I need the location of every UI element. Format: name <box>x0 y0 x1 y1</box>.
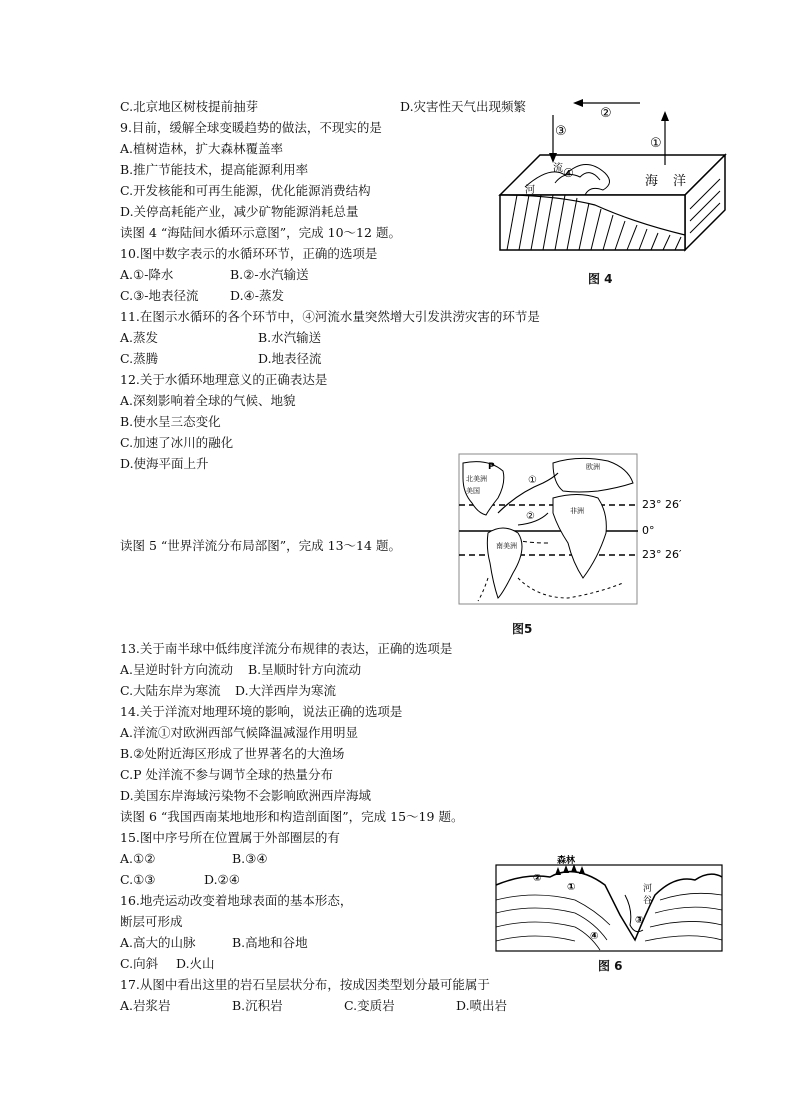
q14-option-a: A.洋流①对欧洲西部气候降温减湿作用明显 <box>120 725 359 740</box>
label-1: ① <box>650 136 662 151</box>
label-valley-1: 河 <box>643 884 653 894</box>
q12-stem: 12.关于水循环地理意义的正确表达是 <box>120 372 328 387</box>
q16-option-a: A.高大的山脉 <box>120 935 196 950</box>
q17-stem: 17.从图中看出这里的岩石呈层状分布，按成因类型划分最可能属于 <box>120 977 490 992</box>
q10-option-d: D.④-蒸发 <box>230 288 284 303</box>
q14-option-d: D.美国东岸海域污染物不会影响欧洲西岸海域 <box>120 788 372 803</box>
label-2: ② <box>533 873 542 884</box>
q16-option-c: C.向斜 <box>120 956 159 971</box>
q17-option-c: C.变质岩 <box>344 998 395 1013</box>
label-3: ③ <box>555 124 567 139</box>
instruction-fig4: 读图 4 “海陆间水循环示意图”，完成 10～12 题。 <box>120 225 401 240</box>
q9-option-a: A.植树造林，扩大森林覆盖率 <box>120 141 284 156</box>
q17-option-b: B.沉积岩 <box>232 998 283 1013</box>
label-1: ① <box>567 882 576 893</box>
arrow-2-head <box>573 99 583 107</box>
q9-option-b: B.推广节能技术，提高能源利用率 <box>120 162 309 177</box>
instruction-fig5: 读图 5 “世界洋流分布局部图”，完成 13～14 题。 <box>120 538 401 553</box>
q11-stem: 11.在图示水循环的各个环节中，④河流水量突然增大引发洪涝灾害的环节是 <box>120 309 540 324</box>
q9-stem: 9.目前，缓解全球变暖趋势的做法，不现实的是 <box>120 120 382 135</box>
label-europe: 欧洲 <box>586 463 600 471</box>
label-tropic-north: 23° 26′ <box>642 498 682 511</box>
label-p: P <box>488 462 495 472</box>
q12-option-b: B.使水呈三态变化 <box>120 414 221 429</box>
q12-option-a: A.深刻影响着全球的气候、地貌 <box>120 393 296 408</box>
q12-option-c: C.加速了冰川的融化 <box>120 435 234 450</box>
q16-stem-cont: 断层可形成 <box>120 914 183 929</box>
label-4: ④ <box>563 166 574 180</box>
q11-option-c: C.蒸腾 <box>120 351 159 366</box>
q14-option-b: B.②处附近海区形成了世界著名的大渔场 <box>120 746 345 761</box>
q13-option-c: C.大陆东岸为寒流 <box>120 683 221 698</box>
q9-option-d: D.关停高耗能产业，减少矿物能源消耗总量 <box>120 204 359 219</box>
q16-option-b: B.高地和谷地 <box>232 935 308 950</box>
arrow-1-head <box>661 111 669 121</box>
q13-option-a: A.呈逆时针方向流动 <box>120 662 234 677</box>
q10-option-b: B.②-水汽输送 <box>230 267 309 282</box>
figure-6-terrain-section <box>495 855 725 953</box>
label-north-america: 北美洲 <box>466 475 487 483</box>
figure-4-water-cycle <box>495 95 735 265</box>
q16-stem: 16.地壳运动改变着地球表面的基本形态， <box>120 893 353 908</box>
label-river-1: 河 <box>525 185 535 196</box>
instruction-fig6: 读图 6 “我国西南某地地形和构造剖面图”，完成 15～19 题。 <box>120 809 464 824</box>
label-valley-2: 谷 <box>643 896 653 906</box>
q10-stem: 10.图中数字表示的水循环环节，正确的选项是 <box>120 246 378 261</box>
q11-option-b: B.水汽输送 <box>258 330 322 345</box>
figure-6-caption: 图 6 <box>598 959 623 973</box>
q15-option-d: D.②④ <box>204 872 240 887</box>
label-equator: 0° <box>642 524 655 537</box>
q15-option-a: A.①② <box>120 851 156 866</box>
q15-option-c: C.①③ <box>120 872 156 887</box>
label-2: ② <box>526 511 535 522</box>
q17-option-d: D.喷出岩 <box>456 998 508 1013</box>
label-2: ② <box>600 106 612 121</box>
q17-option-a: A.岩浆岩 <box>120 998 171 1013</box>
q8-option-d: D.灾害性天气出现频繁 <box>400 99 527 114</box>
label-tropic-south: 23° 26′ <box>642 548 682 561</box>
figure-5-caption: 图5 <box>512 622 533 636</box>
label-usa: 美国 <box>466 487 480 495</box>
q16-option-d: D.火山 <box>176 956 215 971</box>
q14-option-c: C.P 处洋流不参与调节全球的热量分布 <box>120 767 333 782</box>
label-1: ① <box>528 475 537 486</box>
q13-option-b: B.呈顺时针方向流动 <box>248 662 362 677</box>
label-river-2: 流 <box>553 163 563 174</box>
label-4: ④ <box>590 931 599 942</box>
q10-option-c: C.③-地表径流 <box>120 288 199 303</box>
q13-stem: 13.关于南半球中低纬度洋流分布规律的表达，正确的选项是 <box>120 641 453 656</box>
q8-option-c: C.北京地区树枝提前抽芽 <box>120 99 259 114</box>
q14-stem: 14.关于洋流对地理环境的影响，说法正确的选项是 <box>120 704 403 719</box>
label-sea: 海 <box>645 174 659 189</box>
q11-option-a: A.蒸发 <box>120 330 159 345</box>
q11-option-d: D.地表径流 <box>258 351 322 366</box>
q9-option-c: C.开发核能和可再生能源，优化能源消费结构 <box>120 183 371 198</box>
q13-option-d: D.大洋西岸为寒流 <box>235 683 337 698</box>
q15-option-b: B.③④ <box>232 851 268 866</box>
label-africa: 非洲 <box>570 507 584 515</box>
figure-5-ocean-currents <box>458 453 698 608</box>
label-3: ③ <box>635 915 644 926</box>
q15-stem: 15.图中序号所在位置属于外部圈层的有 <box>120 830 340 845</box>
label-south-america: 南美洲 <box>496 542 517 550</box>
label-forest: 森林 <box>557 856 576 866</box>
q10-option-a: A.①-降水 <box>120 267 174 282</box>
figure-4-caption: 图 4 <box>588 272 613 286</box>
label-ocean: 洋 <box>673 174 687 189</box>
q12-option-d: D.使海平面上升 <box>120 456 209 471</box>
